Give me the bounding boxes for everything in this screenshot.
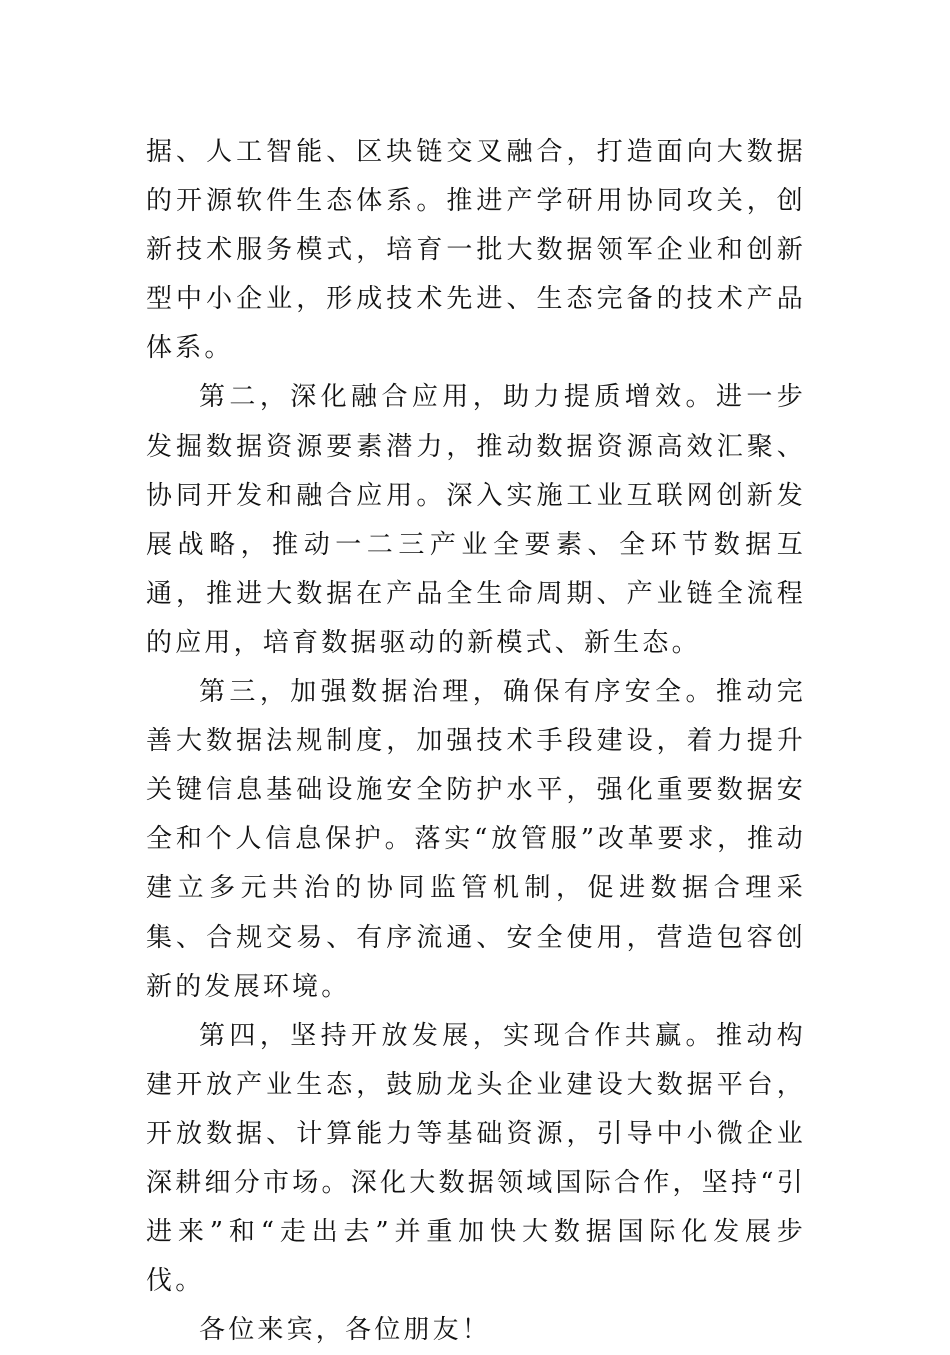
paragraph-third-point: 第三，加强数据治理，确保有序安全。推动完善大数据法规制度，加强技术手段建设，着力提升关键信息基础设施安全防护水平，强化重要数据安全和个人信息保护。落实“放管服”改革要求，推动建立多元共治的协同监管机制，促进数据合理采集、合规交易、有序流通、安全使用，营造包容创新的发展环境。 [146,677,806,1002]
paragraph-fourth-point: 第四，坚持开放发展，实现合作共赢。推动构建开放产业生态，鼓励龙头企业建设大数据平台，开放数据、计算能力等基础资源，引导中小微企业深耕细分市场。深化大数据领域国际合作，坚持“引进来”和“走出去”并重加快大数据国际化发展步伐。 [146,1020,806,1297]
paragraph-continuation: 据、人工智能、区块链交叉融合，打造面向大数据的开源软件生态体系。推进产学研用协同攻关，创新技术服务模式，培育一批大数据领军企业和创新型中小企业，形成技术先进、生态完备的技术产品体系。 [146,137,806,364]
document-body [146,128,806,1355]
paragraph-salutation: 各位来宾，各位朋友！ [199,1315,492,1346]
paragraph-second-point: 第二，深化融合应用，助力提质增效。进一步发掘数据资源要素潜力，推动数据资源高效汇聚、协同开发和融合应用。深入实施工业互联网创新发展战略，推动一二三产业全要素、全环节数据互通，推进大数据在产品全生命周期、产业链全流程的应用，培育数据驱动的新模式、新生态。 [146,382,806,658]
